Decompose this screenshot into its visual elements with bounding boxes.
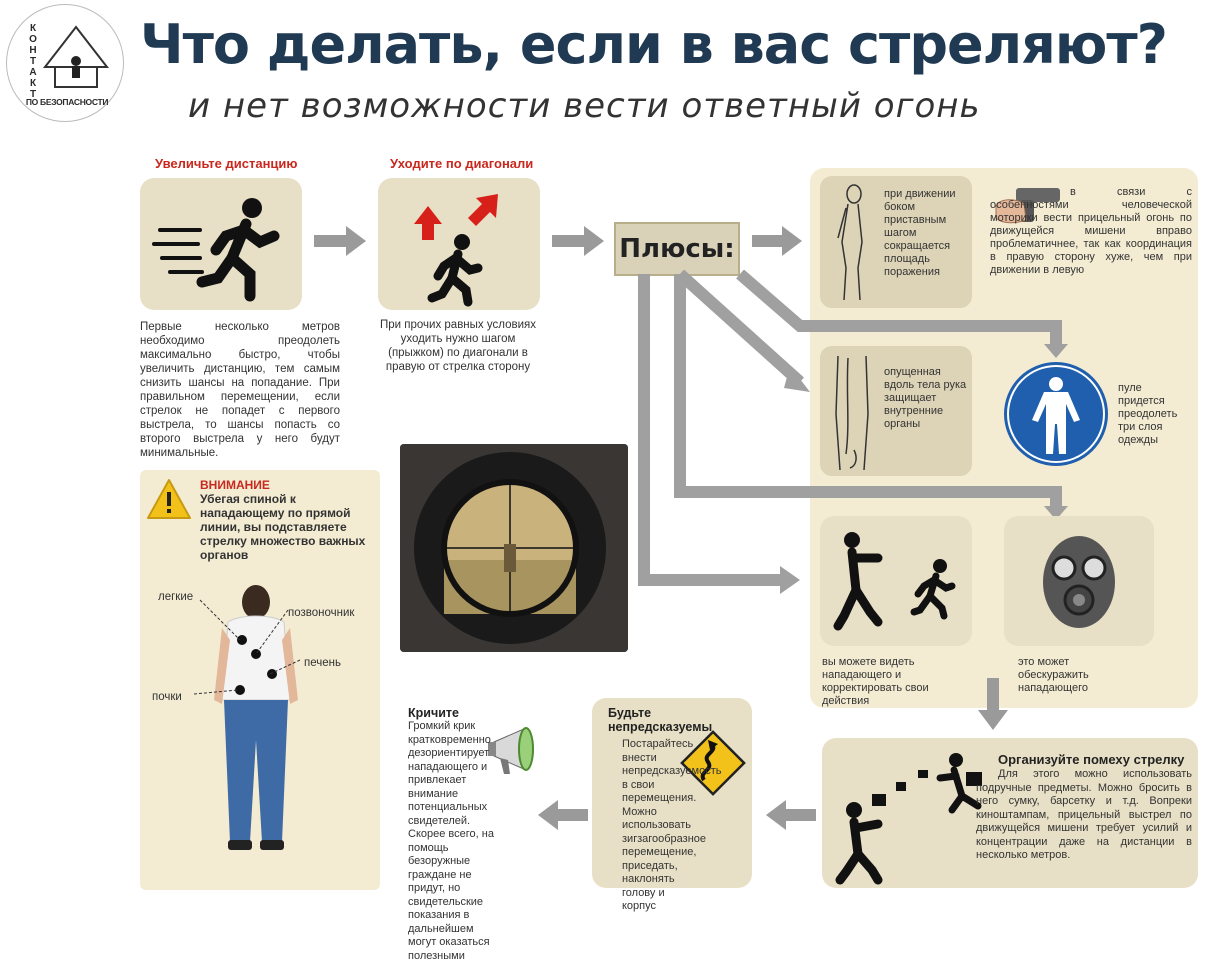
- house-logo-icon: [41, 23, 111, 93]
- arrow-right-icon: [752, 226, 802, 256]
- interfere-text: Для этого можно использовать подручные предметы. Можно бросить в него сумку, барсетку и т.д. Вопреки киноштампам, прицельный выстрел по движущейся мишени требует усилий и концентрации даже на дистанции в несколько метров.: [976, 768, 1192, 861]
- plus-arm-text: опущенная вдоль тела рука защищает внутренние органы: [884, 366, 967, 430]
- page-subtitle: и нет возможности вести ответный огонь: [188, 86, 981, 126]
- arrow-right-icon: [552, 226, 604, 256]
- plus-confuse-box: [1004, 516, 1154, 646]
- diagonal-walk-icon: [378, 178, 540, 310]
- plus-motorics-text: в связи с особенностями человеческой моторики вести прицельный огонь по движущейся мишени вправо проблематичнее, так как координация в правую сторону хуже, чем при движении в левую: [990, 186, 1192, 276]
- shout-text-lines: Громкий крик кратковременно дезориентирует нападающего и привлекает внимание потенциальных свидетелей. Скорее всего, на помощь безоружные граждане не придут, но свидетельские показания в дальнейшем могут оказаться полезными: [408, 720, 494, 962]
- unpredictable-text: [600, 738, 750, 914]
- warning-heading: ВНИМАНИЕ: [200, 478, 270, 492]
- scope-crosshair-icon: [400, 444, 628, 652]
- plus-see-attacker-text: вы можете видеть нападающего и корректировать свои действия: [822, 656, 929, 707]
- step1-text: Первые несколько метров необходимо преодолеть максимально быстро, чтобы увеличить дистанцию, тем самым снизить шансы на попадание. При правильном перемещении, если стрелок не попадет с первого выстрела, то шансы попасть со второго выстрела у него будут минимальные.: [140, 321, 340, 459]
- step2-heading: Уходите по диагонали: [390, 156, 534, 171]
- interfere-heading: Организуйте помеху стрелку: [998, 752, 1185, 767]
- label-spine: позвоночник: [288, 607, 355, 619]
- warning-triangle-icon: [146, 478, 192, 520]
- shooter-and-runner-icon: [820, 516, 972, 646]
- arrow-left-icon: [766, 800, 816, 830]
- step1-heading: Увеличьте дистанцию: [155, 156, 298, 171]
- plus-clothes-text: пуле придется преодолеть три слоя одежды: [1118, 382, 1178, 446]
- plus-arm-box: [820, 346, 972, 476]
- logo: [6, 4, 124, 122]
- logo-bottom-text: ПО БЕЗОПАСНОСТИ: [25, 97, 109, 107]
- standing-man-side-icon: [828, 182, 878, 306]
- unpredictable-heading: Будьте непредсказуемы: [608, 706, 713, 734]
- scope-image: [400, 444, 628, 652]
- label-lungs: легкие: [158, 591, 194, 603]
- plus-see-attacker-box: [820, 516, 972, 646]
- gas-mask-icon: [1004, 516, 1154, 646]
- running-man-icon: [140, 178, 302, 310]
- shout-heading: Кричите: [408, 706, 459, 720]
- logo-vertical-text: КОНТАКТ: [29, 23, 37, 100]
- step1-image: [140, 178, 302, 310]
- page-title: Что делать, если в вас стреляют?: [140, 13, 1167, 76]
- label-kidneys: почки: [152, 691, 182, 703]
- label-liver: печень: [304, 657, 341, 669]
- protective-suit-sign-icon: [1002, 360, 1110, 468]
- pluses-label: Плюсы:: [614, 222, 740, 276]
- shout-text: [390, 720, 570, 963]
- plus-confuse-text: это может обескуражить нападающего: [1018, 656, 1089, 694]
- step2-image: [378, 178, 540, 310]
- arrow-down-icon: [978, 678, 1008, 730]
- step2-text: При прочих равных условиях уходить нужно шагом (прыжком) по диагонали в правую от стрелка сторону: [380, 319, 536, 373]
- arrow-right-icon: [314, 226, 366, 256]
- warning-text: Убегая спиной к нападающему по прямой линии, вы подставляете стрелку множество важных органов: [200, 492, 366, 562]
- interfere-box: [822, 738, 1198, 888]
- arm-down-icon: [828, 354, 878, 472]
- plus-side-step-box: [820, 176, 972, 308]
- unpredictable-text-lines: Постарайтесь внести непредсказуемость в свои перемещения. Можно использовать зигзагообразное перемещение, приседать, наклонять голову и корпус: [622, 738, 722, 912]
- plus-side-step-text: при движении боком приставным шагом сокращается площадь поражения: [884, 188, 956, 278]
- unpredictable-box: [592, 698, 752, 912]
- throwing-bag-icon: [826, 748, 996, 888]
